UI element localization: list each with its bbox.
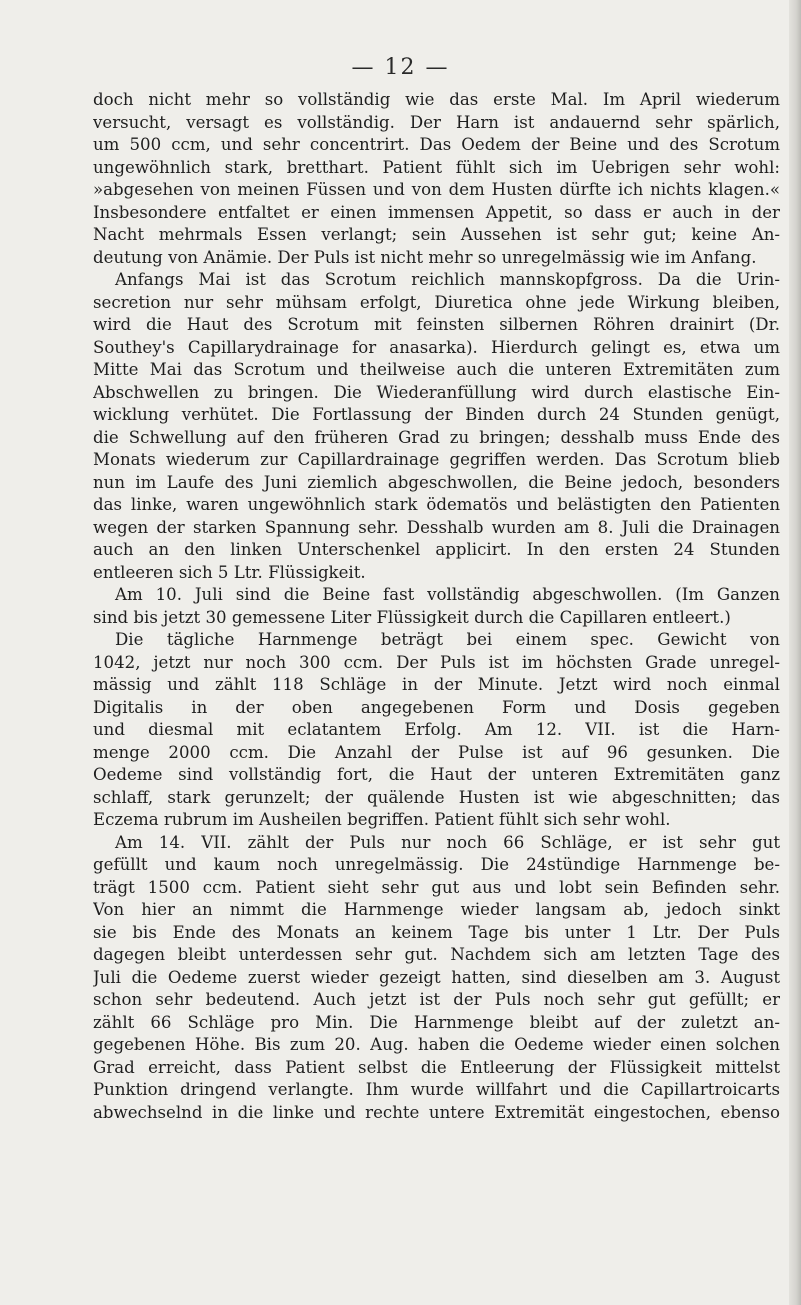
text-line: wird die Haut des Scrotum mit feinsten silbernen Röhren drainirt (Dr. bbox=[93, 315, 780, 334]
text-line: Am 10. Juli sind die Beine fast vollständig abgeschwollen. (Im Ganzen bbox=[115, 585, 780, 604]
text-line: Grad erreicht, dass Patient selbst die Entleerung der Flüssigkeit mittelst bbox=[93, 1057, 780, 1077]
text-line: um 500 ccm, und sehr concentrirt. Das Oedem der Beine und des Scrotum bbox=[93, 135, 780, 154]
text-line: Digitalis in der oben angegebenen Form und Dosis gegeben bbox=[93, 697, 780, 717]
text-line: Eczema rubrum im Ausheilen begriffen. Patient fühlt sich sehr wohl. bbox=[93, 810, 671, 829]
text-line: das linke, waren ungewöhnlich stark ödematös und belästigten den Patienten bbox=[93, 495, 780, 514]
text-line: Punktion dringend verlangte. Ihm wurde willfahrt und die Capillartroicarts bbox=[93, 1080, 780, 1099]
text-line: gegebenen Höhe. Bis zum 20. Aug. haben die Oedeme wieder einen solchen bbox=[93, 1035, 780, 1054]
text-line: die Schwellung auf den früheren Grad zu bringen; desshalb muss Ende des bbox=[93, 427, 780, 447]
body-text bbox=[93, 89, 780, 1124]
text-line: Von hier an nimmt die Harnmenge wieder langsam ab, jedoch sinkt bbox=[93, 900, 780, 919]
text-line: auch an den linken Unterschenkel applicirt. In den ersten 24 Stunden bbox=[93, 540, 780, 559]
text-line: mässig und zählt 118 Schläge in der Minute. Jetzt wird noch einmal bbox=[93, 675, 780, 694]
text-line: Mitte Mai das Scrotum und theilweise auch die unteren Extremitäten zum bbox=[93, 360, 780, 379]
text-line: gefüllt und kaum noch unregelmässig. Die 24stündige Harnmenge be- bbox=[93, 855, 780, 874]
text-line: Monats wiederum zur Capillardrainage gegriffen werden. Das Scrotum blieb bbox=[93, 450, 780, 469]
page-number: — 12 — bbox=[351, 55, 450, 80]
text-line: Oedeme sind vollständig fort, die Haut der unteren Extremitäten ganz bbox=[93, 765, 780, 784]
text-line: sie bis Ende des Monats an keinem Tage bis unter 1 Ltr. Der Puls bbox=[93, 922, 780, 942]
text-line: nun im Laufe des Juni ziemlich abgeschwollen, die Beine jedoch, besonders bbox=[93, 472, 780, 492]
text-line: und diesmal mit eclatantem Erfolg. Am 12. VII. ist die Harn- bbox=[93, 720, 780, 739]
page-edge-shadow bbox=[789, 0, 801, 1305]
text-line: Juli die Oedeme zuerst wieder gezeigt hatten, sind dieselben am 3. August bbox=[93, 967, 780, 987]
text-line: versucht, versagt es vollständig. Der Harn ist andauernd sehr spärlich, bbox=[93, 112, 780, 132]
text-line: menge 2000 ccm. Die Anzahl der Pulse ist auf 96 gesunken. Die bbox=[93, 742, 780, 762]
text-line: Nacht mehrmals Essen verlangt; sein Aussehen ist sehr gut; keine An- bbox=[93, 225, 780, 244]
text-line: sind bis jetzt 30 gemessene Liter Flüssigkeit durch die Capillaren entleert.) bbox=[93, 607, 731, 627]
text-line: wegen der starken Spannung sehr. Desshalb wurden am 8. Juli die Drainagen bbox=[93, 517, 780, 537]
text-line: schlaff, stark gerunzelt; der quälende Husten ist wie abgeschnitten; das bbox=[93, 787, 780, 807]
text-line: Abschwellen zu bringen. Die Wiederanfüllung wird durch elastische Ein- bbox=[93, 382, 780, 402]
text-line: Insbesondere entfaltet er einen immensen Appetit, so dass er auch in der bbox=[93, 202, 780, 222]
text-line: 1042, jetzt nur noch 300 ccm. Der Puls ist im höchsten Grade unregel- bbox=[93, 652, 780, 672]
text-line: Anfangs Mai ist das Scrotum reichlich mannskopfgross. Da die Urin- bbox=[115, 270, 780, 289]
text-line: schon sehr bedeutend. Auch jetzt ist der Puls noch sehr gut gefüllt; er bbox=[93, 990, 780, 1009]
text-line: Die tägliche Harnmenge beträgt bei einem spec. Gewicht von bbox=[115, 630, 780, 649]
text-line: wicklung verhütet. Die Fortlassung der Binden durch 24 Stunden genügt, bbox=[93, 405, 780, 424]
text-line: abwechselnd in die linke und rechte untere Extremität eingestochen, ebenso bbox=[93, 1102, 780, 1122]
text-line: doch nicht mehr so vollständig wie das erste Mal. Im April wiederum bbox=[93, 90, 780, 109]
text-line: »abgesehen von meinen Füssen und von dem Husten dürfte ich nichts klagen.« bbox=[93, 180, 780, 199]
text-line: Am 14. VII. zählt der Puls nur noch 66 Schläge, er ist sehr gut bbox=[115, 832, 780, 852]
text-line: zählt 66 Schläge pro Min. Die Harnmenge bleibt auf der zuletzt an- bbox=[93, 1012, 780, 1032]
text-line: entleeren sich 5 Ltr. Flüssigkeit. bbox=[93, 562, 366, 582]
text-line: secretion nur sehr mühsam erfolgt, Diuretica ohne jede Wirkung bleiben, bbox=[93, 292, 780, 312]
text-line: dagegen bleibt unterdessen sehr gut. Nachdem sich am letzten Tage des bbox=[93, 945, 780, 964]
text-line: ungewöhnlich stark, bretthart. Patient fühlt sich im Uebrigen sehr wohl: bbox=[93, 157, 780, 177]
text-line: trägt 1500 ccm. Patient sieht sehr gut aus und lobt sein Befinden sehr. bbox=[93, 877, 780, 897]
text-line: deutung von Anämie. Der Puls ist nicht mehr so unregelmässig wie im Anfang. bbox=[93, 247, 757, 267]
text-line: Southey's Capillarydrainage for anasarka). Hierdurch gelingt es, etwa um bbox=[93, 337, 780, 357]
